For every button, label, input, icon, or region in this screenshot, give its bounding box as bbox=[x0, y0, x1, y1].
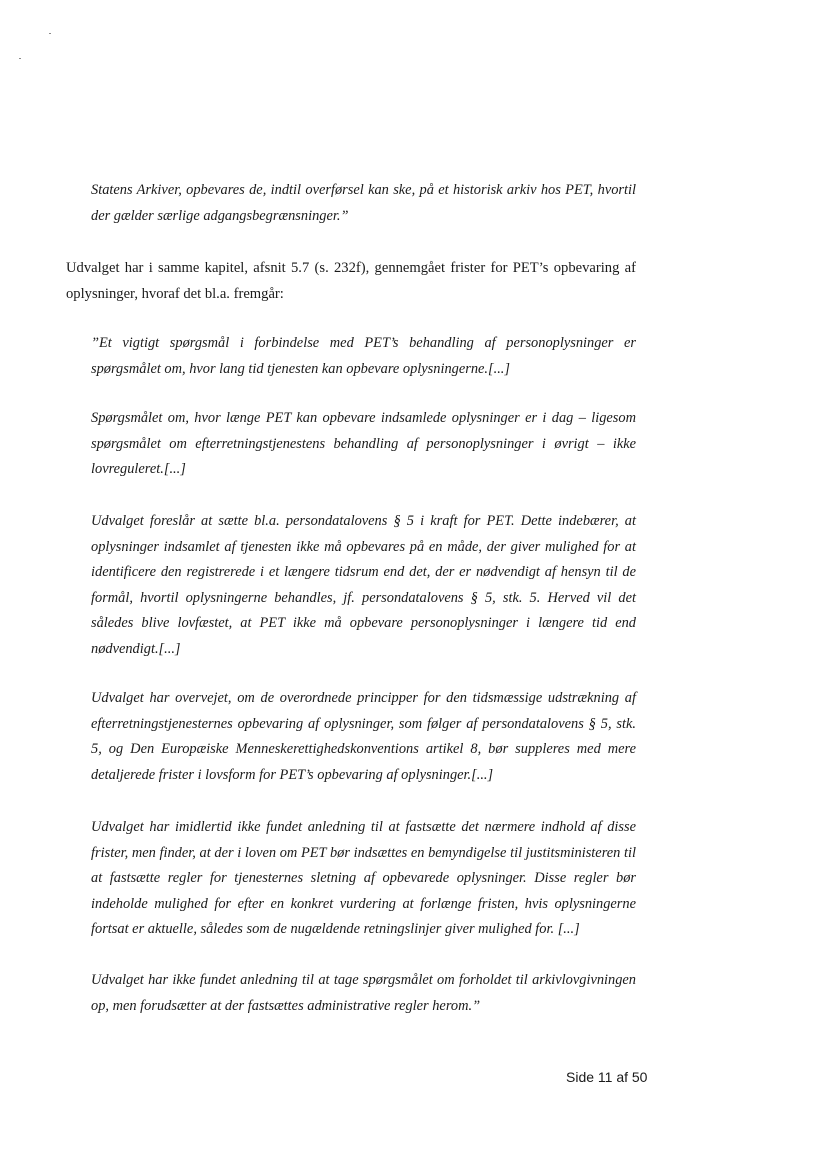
scan-speck bbox=[49, 33, 51, 34]
quote-paragraph-3: Udvalget foreslår at sætte bl.a. persondatalovens § 5 i kraft for PET. Dette indebærer, at oplysninger indsamlet af tjenesten ikke må opbevares på en måde, der giver mulighed for at identificere den registrerede i et længere tidsrum end det, der er nødvendigt af hensyn til de formål, hvortil oplysningerne behandles, jf. persondatalovens § 5, stk. 5. Herved vil det således blive lovfæstet, at PET ikke må opbevare personoplysninger i længere tid end nødvendigt.[...] bbox=[91, 513, 636, 657]
quote-intro: Statens Arkiver, opbevares de, indtil overførsel kan ske, på et historisk arkiv hos PET, hvortil der gælder særlige adgangsbegrænsninger.” bbox=[91, 182, 636, 224]
quote-paragraph-1: ”Et vigtigt spørgsmål i forbindelse med PET’s behandling af personoplysninger er spørgsmålet om, hvor lang tid tjenesten kan opbevare oplysningerne.[...] bbox=[91, 335, 636, 377]
scan-speck bbox=[19, 58, 21, 59]
quote-paragraph-6: Udvalget har ikke fundet anledning til at tage spørgsmålet om forholdet til arkivlovgivningen op, men forudsætter at der fastsættes administrative regler herom.” bbox=[91, 972, 636, 1014]
quote-paragraph-4: Udvalget har overvejet, om de overordnede principper for den tidsmæssige udstrækning af efterretningstjenesternes opbevaring af oplysninger, som følger af persondatalovens § 5, stk. 5, og Den Europæiske Menneskerettighedskonventions artikel 8, bør suppleres med mere detaljerede frister i lovsform for PET’s opbevaring af oplysninger.[...] bbox=[91, 690, 636, 783]
quote-paragraph-5: Udvalget har imidlertid ikke fundet anledning til at fastsætte det nærmere indhold af disse frister, men finder, at der i loven om PET bør indsættes en bemyndigelse til justitsministeren til at fastsætte regler for tjenesternes sletning af opbevarede oplysninger. Disse regler bør indeholde mulighed for efter en konkret vurdering at forlænge fristen, hvis oplysningerne fortsat er aktuelle, således som de nugældende retningslinjer giver mulighed for. [...] bbox=[91, 819, 636, 937]
body-paragraph: Udvalget har i samme kapitel, afsnit 5.7 (s. 232f), gennemgået frister for PET’s opbevaring af oplysninger, hvoraf det bl.a. fremgår: bbox=[66, 260, 636, 302]
quote-paragraph-2: Spørgsmålet om, hvor længe PET kan opbevare indsamlede oplysninger er i dag – ligesom spørgsmålet om efterretningstjenestens behandling af personoplysninger i øvrigt – ikke lovreguleret.[...] bbox=[91, 410, 636, 477]
page-number: Side 11 af 50 bbox=[566, 1069, 648, 1085]
